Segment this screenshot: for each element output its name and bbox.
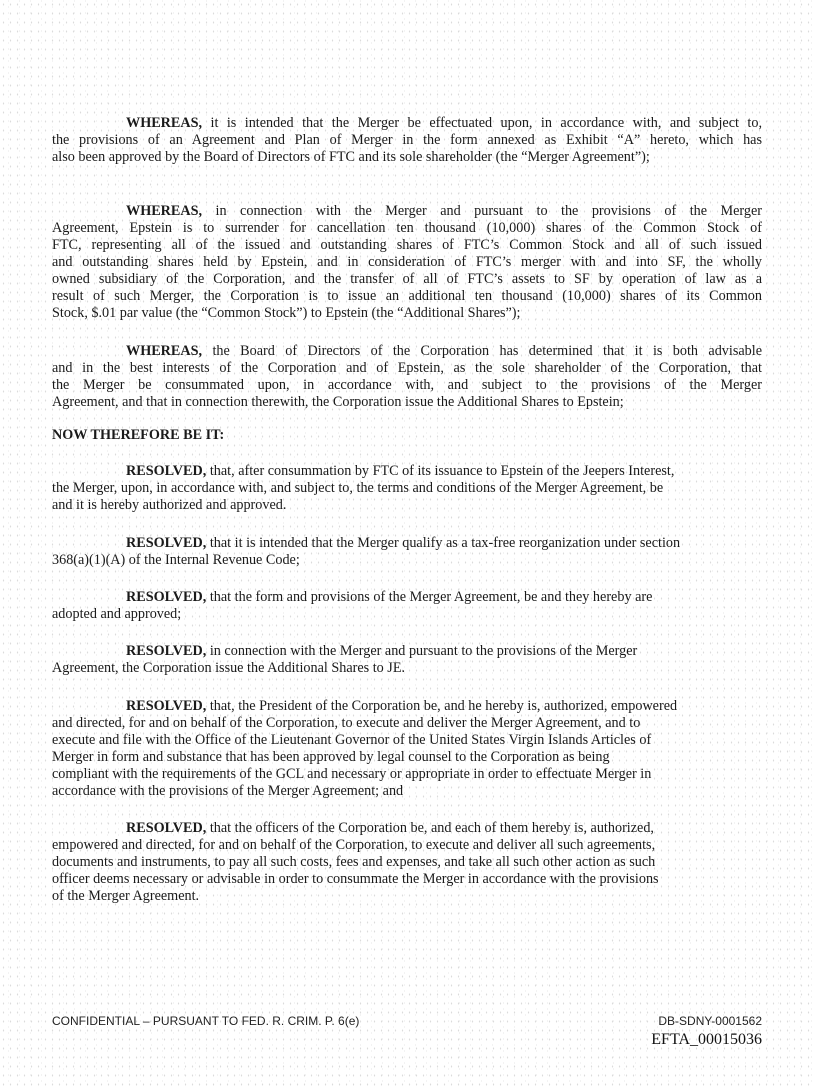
paragraph-line: of the Merger Agreement. [52,888,200,904]
paragraph-lead: RESOLVED, [126,463,207,479]
paragraph-line: result of such Merger, the Corporation is to issue an additional ten thousand (10,000) shares of its Common [52,288,762,304]
paragraph-line: the Merger be consummated upon, in accordance with, and subject to the provisions of the Merger [52,377,762,393]
paragraph-lead: WHEREAS, [126,203,203,219]
paragraph-line: RESOLVED, in connection with the Merger and pursuant to the provisions of the Merger [126,643,638,659]
paragraph-line: WHEREAS, it is intended that the Merger be effectuated upon, in accordance with, and subject to, [126,115,762,131]
paragraph-line: officer deems necessary or advisable in order to consummate the Merger in accordance with the provisions [52,871,659,887]
paragraph-line: Agreement, Epstein is to surrender for cancellation ten thousand (10,000) shares of the Common Stock of [52,220,762,236]
paragraph-line: RESOLVED, that, the President of the Corporation be, and he hereby is, authorized, empowered [126,698,678,714]
paragraph-line: Agreement, the Corporation issue the Additional Shares to JE. [52,660,406,676]
paragraph-lead: RESOLVED, [126,643,207,659]
resolved-paragraph [52,643,762,677]
whereas-paragraph [52,343,762,411]
paragraph-line: RESOLVED, that the officers of the Corporation be, and each of them hereby is, authorized, [126,820,654,836]
efta-number: EFTA_00015036 [651,1031,762,1048]
paragraph-line: and in the best interests of the Corporation and of Epstein, as the sole shareholder of the Corporation, that [52,360,762,376]
paragraph-line: WHEREAS, in connection with the Merger and pursuant to the provisions of the Merger [126,203,762,219]
paragraph-lead: RESOLVED, [126,589,207,605]
paragraph-line: empowered and directed, for and on behalf of the Corporation, to execute and deliver all such agreements, [52,837,656,853]
paragraph-line: Agreement, and that in connection therewith, the Corporation issue the Additional Shares to Epstein; [52,394,624,410]
paragraph-line: owned subsidiary of the Corporation, and the transfer of all of FTC’s assets to SF by operation of law as a [52,271,762,287]
paragraph-lead: WHEREAS, [126,343,203,359]
paragraph-line: execute and file with the Office of the Lieutenant Governor of the United States Virgin Islands Articles of [52,732,652,748]
paragraph-line: Stock, $.01 par value (the “Common Stock”) to Epstein (the “Additional Shares”); [52,305,521,321]
paragraph-line: 368(a)(1)(A) of the Internal Revenue Code; [52,552,300,568]
paragraph-line: compliant with the requirements of the GCL and necessary or appropriate in order to effectuate Merger in [52,766,652,782]
paragraph-line: the Merger, upon, in accordance with, and subject to, the terms and conditions of the Merger Agreement, be [52,480,664,496]
paragraph-line: and outstanding shares held by Epstein, and in consideration of FTC’s merger with and into SF, the wholly [52,254,762,270]
paragraph-line: RESOLVED, that, after consummation by FTC of its issuance to Epstein of the Jeepers Interest, [126,463,675,479]
paragraph-lead: WHEREAS, [126,115,203,131]
paragraph-line: adopted and approved; [52,606,182,622]
paragraph-line: WHEREAS, the Board of Directors of the Corporation has determined that it is both advisable [126,343,762,359]
paragraph-line: RESOLVED, that it is intended that the Merger qualify as a tax-free reorganization under section [126,535,681,551]
paragraph-line: documents and instruments, to pay all such costs, fees and expenses, and take all such other action as such [52,854,656,870]
resolved-paragraph [52,535,762,569]
resolved-paragraph [52,820,762,905]
paragraph-lead: RESOLVED, [126,698,207,714]
paragraph-line: and directed, for and on behalf of the Corporation, to execute and deliver the Merger Agreement, and to [52,715,641,731]
paragraph-line: Merger in form and substance that has been approved by legal counsel to the Corporation as being [52,749,610,765]
paragraph-line: and it is hereby authorized and approved. [52,497,287,513]
whereas-paragraph [52,203,762,322]
whereas-paragraph [52,115,762,166]
paragraph-line: also been approved by the Board of Directors of FTC and its sole shareholder (the “Merger Agreement”); [52,149,650,165]
paragraph-lead: RESOLVED, [126,820,207,836]
confidential-notice: CONFIDENTIAL – PURSUANT TO FED. R. CRIM. P. 6(e) [52,1014,360,1028]
paragraph-lead: RESOLVED, [126,535,207,551]
section-heading: NOW THEREFORE BE IT: [52,427,225,443]
paragraph-line: FTC, representing all of the issued and outstanding shares of FTC’s Common Stock and all of such issued [52,237,762,253]
bates-number: DB-SDNY-0001562 [658,1014,762,1028]
resolved-paragraph [52,589,762,623]
paragraph-line: accordance with the provisions of the Merger Agreement; and [52,783,404,799]
resolved-paragraph [52,698,762,800]
resolved-paragraph [52,463,762,514]
paragraph-line: RESOLVED, that the form and provisions of the Merger Agreement, be and they hereby are [126,589,653,605]
paragraph-line: the provisions of an Agreement and Plan of Merger in the form annexed as Exhibit “A” hereto, which has [52,132,762,148]
